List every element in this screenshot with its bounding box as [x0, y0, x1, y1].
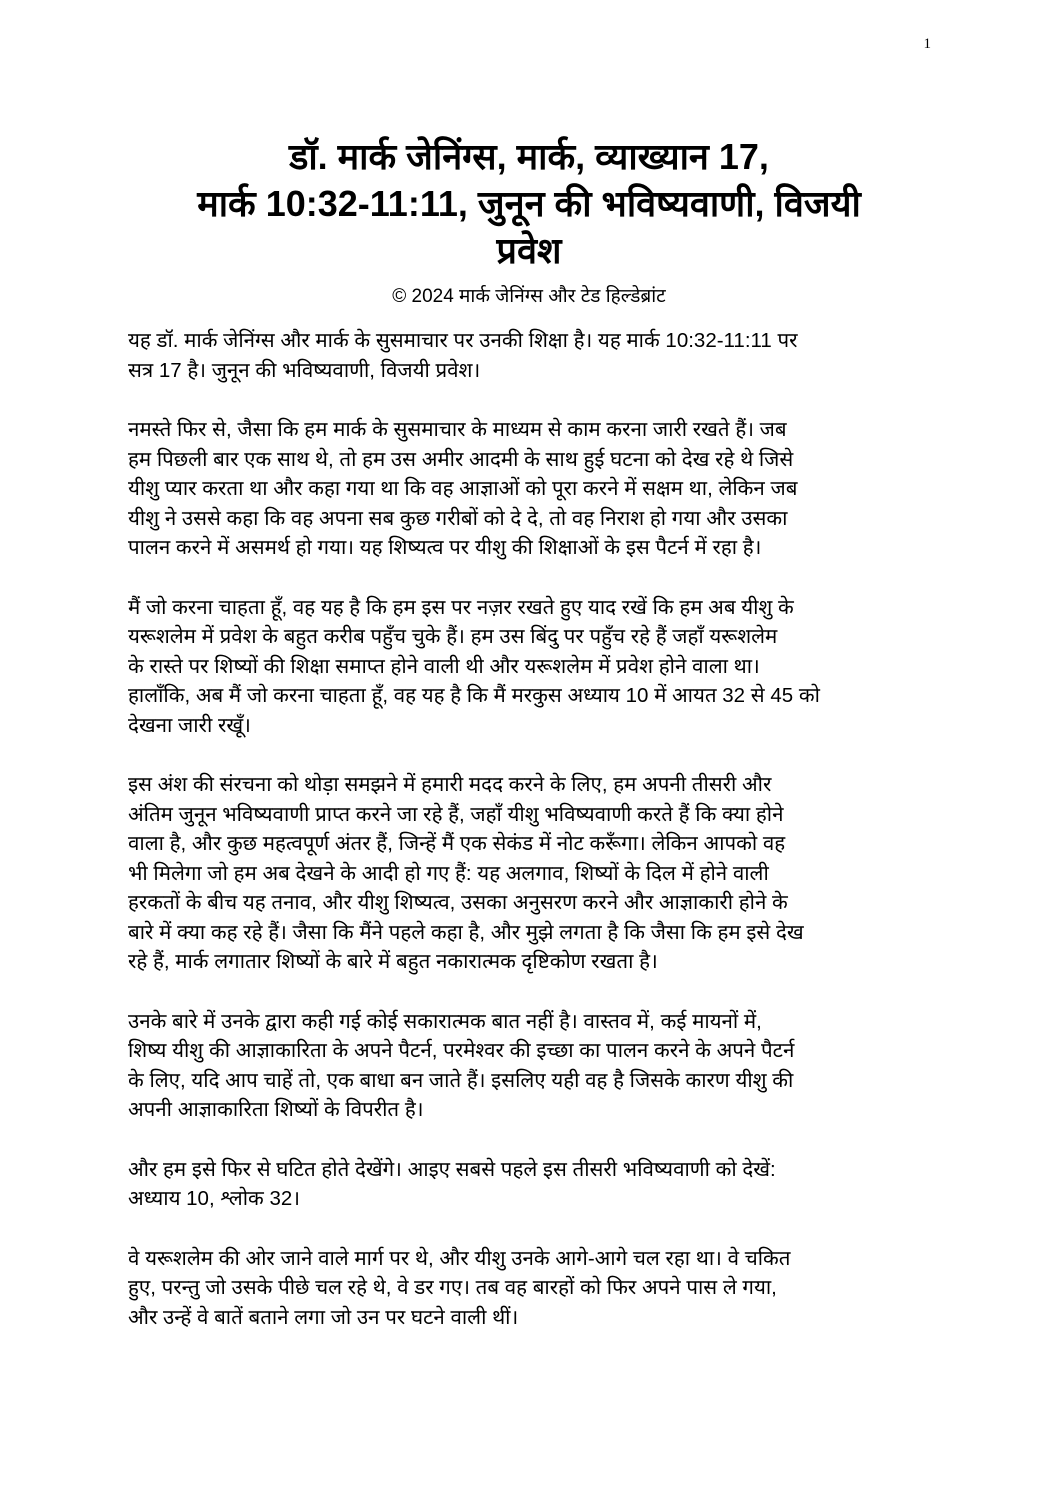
paragraph-line: और हम इसे फिर से घटित होते देखेंगे। आइए सबसे पहले इस तीसरी भविष्यवाणी को देखें:: [128, 1157, 776, 1181]
paragraph-line: सत्र 17 है। जुनून की भविष्यवाणी, विजयी प्रवेश।: [128, 358, 481, 382]
paragraph-line: के रास्ते पर शिष्यों की शिक्षा समाप्त होने वाली थी और यरूशलेम में प्रवेश होने वाला था।: [128, 654, 760, 678]
paragraph-line: और उन्हें वे बातें बताने लगा जो उन पर घटने वाली थीं।: [128, 1305, 519, 1329]
paragraph-line: वाला है, और कुछ महत्वपूर्ण अंतर हैं, जिन्हें मैं एक सेकंड में नोट करूँगा। लेकिन आपको वह: [128, 832, 786, 855]
paragraph-line: वे यरूशलेम की ओर जाने वाले मार्ग पर थे, और यीशु उनके आगे-आगे चल रहा था। वे चकित: [128, 1246, 791, 1270]
document-title: [0, 133, 1058, 274]
paragraph-line: हम पिछली बार एक साथ थे, तो हम उस अमीर आदमी के साथ हुई घटना को देख रहे थे जिसे: [128, 447, 794, 471]
paragraph-line: बारे में क्या कह रहे हैं। जैसा कि मैंने पहले कहा है, और मुझे लगता है कि जैसा कि हम इसे देख: [128, 920, 804, 944]
paragraph-line: शिष्य यीशु की आज्ञाकारिता के अपने पैटर्न, परमेश्वर की इच्छा का पालन करने के अपने पैटर्न: [128, 1039, 795, 1062]
paragraph: [128, 1155, 938, 1214]
paragraph-line: के लिए, यदि आप चाहें तो, एक बाधा बन जाते हैं। इसलिए यही वह है जिसके कारण यीशु की: [128, 1068, 794, 1092]
paragraph-line: इस अंश की संरचना को थोड़ा समझने में हमारी मदद करने के लिए, हम अपनी तीसरी और: [128, 773, 772, 796]
paragraph-line: हरकतों के बीच यह तनाव, और यीशु शिष्यत्व, उसका अनुसरण करने और आज्ञाकारी होने के: [128, 891, 788, 914]
paragraph-line: पालन करने में असमर्थ हो गया। यह शिष्यत्व पर यीशु की शिक्षाओं के इस पैटर्न में रहा है।: [128, 536, 762, 559]
paragraph-line: हालाँकि, अब मैं जो करना चाहता हूँ, वह यह है कि मैं मरकुस अध्याय 10 में आयत 32 से 45 को: [128, 684, 820, 707]
paragraph-line: यह डॉ. मार्क जेनिंग्स और मार्क के सुसमाचार पर उनकी शिक्षा है। यह मार्क 10:32-11:11 पर: [128, 329, 798, 352]
paragraph-line: उनके बारे में उनके द्वारा कही गई कोई सकारात्मक बात नहीं है। वास्तव में, कई मायनों में,: [128, 1009, 762, 1033]
document-body: [128, 326, 938, 1362]
paragraph: [128, 1007, 938, 1125]
paragraph-line: यीशु ने उससे कहा कि वह अपना सब कुछ गरीबों को दे दे, तो वह निराश हो गया और उसका: [128, 506, 788, 530]
paragraph: [128, 415, 938, 563]
paragraph-line: अंतिम जुनून भविष्यवाणी प्राप्त करने जा रहे हैं, जहाँ यीशु भविष्यवाणी करते हैं कि क्या होने: [128, 802, 784, 826]
paragraph-line: भी मिलेगा जो हम अब देखने के आदी हो गए हैं: यह अलगाव, शिष्यों के दिल में होने वाली: [128, 861, 769, 885]
copyright: © 2024 मार्क जेनिंग्स और टेड हिल्डेब्रांट: [392, 286, 666, 307]
paragraph-line: हुए, परन्तु जो उसके पीछे चल रहे थे, वे डर गए। तब वह बारहों को फिर अपने पास ले गया,: [128, 1276, 777, 1299]
title-line: प्रवेश: [496, 230, 562, 271]
paragraph: [128, 1244, 938, 1333]
title-line: डॉ. मार्क जेनिंग्स, मार्क, व्याख्यान 17,: [289, 136, 769, 177]
paragraph-line: यरूशलेम में प्रवेश के बहुत करीब पहुँच चुके हैं। हम उस बिंदु पर पहुँच रहे हैं जहाँ यरूशलेम: [128, 625, 778, 648]
paragraph-line: अध्याय 10, श्लोक 32।: [128, 1187, 301, 1210]
paragraph-line: रहे हैं, मार्क लगातार शिष्यों के बारे में बहुत नकारात्मक दृष्टिकोण रखता है।: [128, 950, 658, 973]
paragraph: [128, 593, 938, 741]
paragraph-line: अपनी आज्ञाकारिता शिष्यों के विपरीत है।: [128, 1098, 424, 1121]
paragraph-line: नमस्ते फिर से, जैसा कि हम मार्क के सुसमाचार के माध्यम से काम करना जारी रखते हैं। जब: [128, 418, 787, 441]
paragraph-line: देखना जारी रखूँ।: [128, 713, 251, 737]
title-line: मार्क 10:32-11:11, जुनून की भविष्यवाणी, विजयी: [197, 183, 861, 224]
paragraph: [128, 770, 938, 977]
paragraph-line: मैं जो करना चाहता हूँ, वह यह है कि हम इस पर नज़र रखते हुए याद रखें कि हम अब यीशु के: [128, 595, 794, 619]
page-number: 1: [923, 36, 931, 52]
paragraph-line: यीशु प्यार करता था और कहा गया था कि वह आज्ञाओं को पूरा करने में सक्षम था, लेकिन जब: [128, 477, 798, 500]
paragraph: [128, 326, 938, 385]
